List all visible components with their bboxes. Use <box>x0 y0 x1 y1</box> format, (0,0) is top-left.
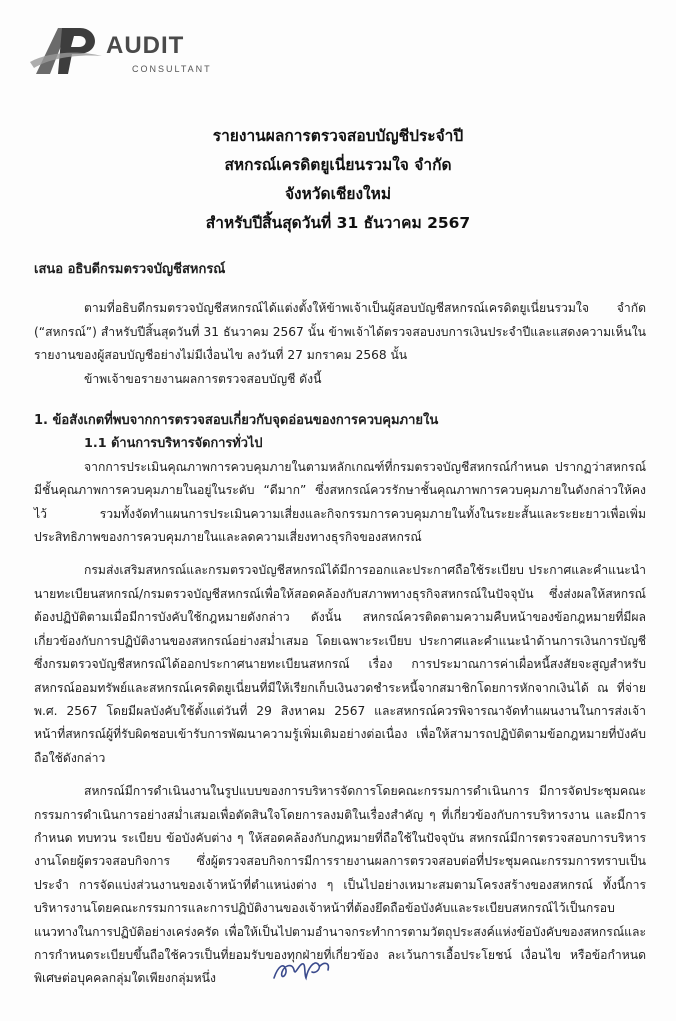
ap-logo-mark-icon <box>28 22 108 82</box>
logo-subtitle: CONSULTANT <box>132 64 212 74</box>
company-logo <box>28 22 212 82</box>
period: สำหรับปีสิ้นสุดวันที่ 31 ธันวาคม 2567 <box>205 214 471 232</box>
handwritten-signature-icon <box>268 948 340 988</box>
intro-paragraph: ตามที่อธิบดีกรมตรวจบัญชีสหกรณ์ได้แต่งตั้งให้ข้าพเจ้าเป็นผู้สอบบัญชีสหกรณ์เครดิตยูเนี่ยนรวมใจ จำกัด (“สหกรณ์”) สำหรับปีสิ้นสุดวันที่ 31 ธันวาคม 2567 นั้น ข้าพเจ้าได้ตรวจสอบงบการเงินประจำปีและแสดงความเห็นในรายงานของผู้สอบบัญชีอย่างไม่มีเงื่อนไข ลงวันที่ 27 มกราคม 2568 นั้น <box>34 301 646 363</box>
report-title: รายงานผลการตรวจสอบบัญชีประจำปี <box>212 127 464 145</box>
province: จังหวัดเชียงใหม่ <box>284 185 392 203</box>
section-1-1-paragraph-1: จากการประเมินคุณภาพการควบคุมภายในตามหลักเกณฑ์ที่กรมตรวจบัญชีสหกรณ์กำหนด ปรากฏว่าสหกรณ์มีชั้นคุณภาพการควบคุมภายในอยู่ในระดับ “ดีมาก” ซึ่งสหกรณ์ควรรักษาชั้นคุณภาพการควบคุมภายในดังกล่าวให้คงไว้ รวมทั้งจัดทำแผนการประเมินความเสี่ยงและกิจกรรมการควบคุมภายในทั้งในระยะสั้นและระยะยาวเพื่อเพิ่มประสิทธิภาพของการควบคุมภายในและลดความเสี่ยงทางธุรกิจของสหกรณ์ <box>34 459 646 545</box>
report-body <box>34 258 646 991</box>
section-1-1-paragraph-3: สหกรณ์มีการดำเนินงานในรูปแบบของการบริหารจัดการโดยคณะกรรมการดำเนินการ มีการจัดประชุมคณะกรรมการดำเนินการอย่างสม่ำเสมอเพื่อตัดสินใจโดยการลงมติในเรื่องสำคัญ ๆ ที่เกี่ยวข้องกับการบริหารงาน และมีการกำหนด ทบทวน ระเบียบ ข้อบังคับต่าง ๆ ให้สอดคล้องกับกฎหมายที่ถือใช้ในปัจจุบัน สหกรณ์มีการตรวจสอบการบริหารงานโดยผู้ตรวจสอบกิจการ ซึ่งผู้ตรวจสอบกิจการมีการรายงานผลการตรวจสอบต่อที่ประชุมคณะกรรมการทราบเป็นประจำ การจัดแบ่งส่วนงานของเจ้าหน้าที่ตำแหน่งต่าง ๆ เป็นไปอย่างเหมาะสมตามโครงสร้างของสหกรณ์ ทั้งนี้การบริหารงานโดยคณะกรรมการและการปฏิบัติงานของเจ้าหน้าที่ต้องยึดถือข้อบังคับและระเบียบสหกรณ์ไว้เป็นกรอบแนวทางในการปฏิบัติอย่างเคร่งครัด เพื่อให้เป็นไปตามอำนาจกระทำการตามวัตถุประสงค์แห่งข้อบังคับของสหกรณ์และการกำหนดระเบียบขึ้นถือใช้ควรเป็นที่ยอมรับของทุกฝ่ายที่เกี่ยวข้อง ละเว้นการเอื้อประโยชน์ เงื่อนไข หรือข้อกำหนดพิเศษต่อบุคคลกลุ่มใดเพียงกลุ่มหนึ่ง <box>34 784 646 986</box>
section-1-1-heading: 1.1 ด้านการบริหารจัดการทั่วไป <box>84 436 263 452</box>
report-title-block <box>0 122 676 238</box>
section-1-heading: 1. ข้อสังเกตที่พบจากการตรวจสอบเกี่ยวกับจุดอ่อนของการควบคุมภายใน <box>34 413 439 429</box>
cooperative-name: สหกรณ์เครดิตยูเนี่ยนรวมใจ จำกัด <box>224 156 452 174</box>
logo-word: AUDIT <box>106 32 185 59</box>
section-1-1-paragraph-2: กรมส่งเสริมสหกรณ์และกรมตรวจบัญชีสหกรณ์ได้มีการออกและประกาศถือใช้ระเบียบ ประกาศและคำแนะนำนายทะเบียนสหกรณ์/กรมตรวจบัญชีสหกรณ์เพื่อให้สอดคล้องกับสภาพทางธุรกิจสหกรณ์ในปัจจุบัน ซึ่งส่งผลให้สหกรณ์ต้องปฏิบัติตามเมื่อมีการบังคับใช้กฎหมายดังกล่าว ดังนั้น สหกรณ์ควรติดตามความคืบหน้าของข้อกฎหมายที่มีผลเกี่ยวข้องกับการปฏิบัติงานของสหกรณ์อย่างสม่ำเสมอ โดยเฉพาะระเบียบ ประกาศและคำแนะนำด้านการเงินการบัญชี ซึ่งกรมตรวจบัญชีสหกรณ์ได้ออกประกาศนายทะเบียนสหกรณ์ เรื่อง การประมาณการค่าเผื่อหนี้สงสัยจะสูญสำหรับสหกรณ์ออมทรัพย์และสหกรณ์เครดิตยูเนี่ยนที่มีให้เรียกเก็บเงินงวดชำระหนี้จากสมาชิกโดยการหักจากเงินได้ ณ ที่จ่าย พ.ศ. 2567 โดยมีผลบังคับใช้ตั้งแต่วันที่ 29 สิงหาคม 2567 และสหกรณ์ควรพิจารณาจัดทำแผนงานในการส่งเจ้าหน้าที่สหกรณ์ผู้ที่รับผิดชอบเข้ารับการพัฒนาความรู้เพิ่มเติมอย่างต่อเนื่อง เพื่อให้สามารถปฏิบัติตามข้อกฎหมายที่บังคับถือใช้ดังกล่าว <box>34 563 646 765</box>
addressee: เสนอ อธิบดีกรมตรวจบัญชีสหกรณ์ <box>34 262 226 277</box>
intro-statement: ข้าพเจ้าขอรายงานผลการตรวจสอบบัญชี ดังนี้ <box>84 371 322 386</box>
